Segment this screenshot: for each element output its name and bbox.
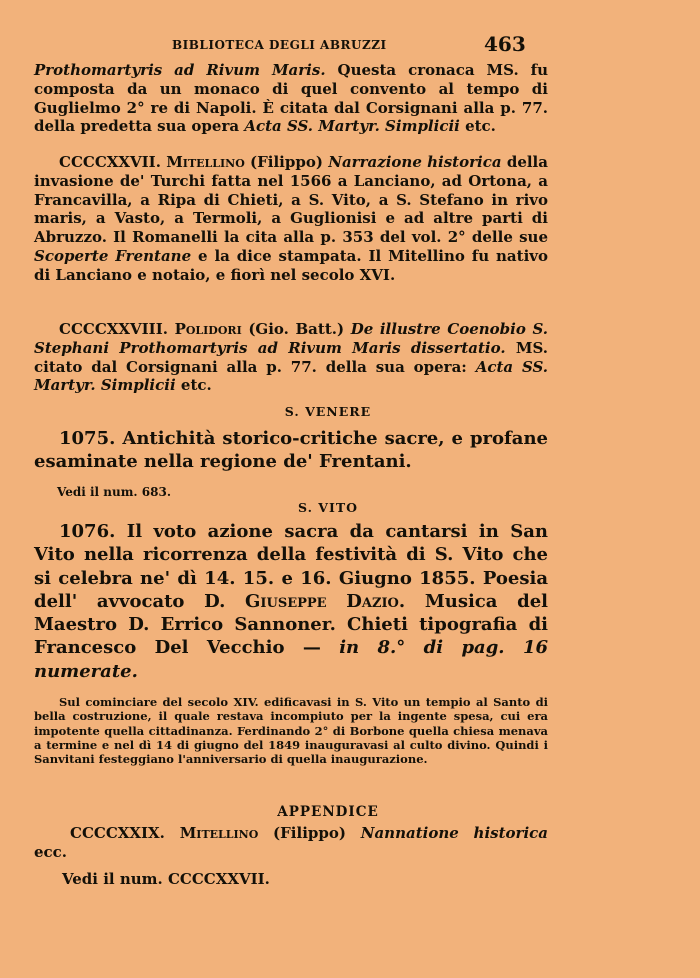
entry-number: 1076. xyxy=(59,521,116,542)
running-header xyxy=(0,32,700,58)
entry-title: Nannatione historica xyxy=(360,824,548,842)
entry-author: Polidori xyxy=(174,320,242,338)
entry-continuation-text: Questa cronaca MS. fu composta da un monaco di quel convento al tempo di Guglielmo 2° re di Napoli. È citata dal Corsignani alla p. 77. della predetta sua opera xyxy=(34,61,548,136)
entry-continuation-work: Acta SS. Martyr. Simplicii xyxy=(244,117,460,136)
cross-reference-appendix: Vedi il num. CCCCXXVII. xyxy=(62,870,270,888)
section-heading-venere: S. VENERE xyxy=(284,404,372,419)
footnote-vito: Sul cominciare del secolo XIV. edificavasi in S. Vito un tempio al Santo di bella costruzione, il quale restava incompiuto per la ingente spesa, cui era impotente quella cittadinanza. Ferdinando 2° di Borbone quella chiesa menava a termine e nel dì 14 di giugno del 1849 inauguravasi al culto divino. Quindi i Sanvitani festeggiano l'anniversario di quella inaugurazione. xyxy=(34,695,548,767)
entry-title: De illustre Coenobio S. Stephani Prothomartyris ad Rivum Maris dissertatio. xyxy=(34,320,548,357)
entry-text-end: e la dice stampata. Il Mitellino fu nativo di Lanciano e notaio, e fiorì nel secolo XVI. xyxy=(34,246,548,284)
entry-cccxxvii xyxy=(34,153,548,285)
entry-cited-work: Scoperte Frentane xyxy=(34,246,192,265)
entry-author: Mitellino xyxy=(166,153,245,171)
section-heading-vito: S. VITO xyxy=(297,500,359,515)
page-number: 463 xyxy=(484,32,526,56)
entry-continuation xyxy=(34,61,548,136)
entry-author-firstname: (Filippo) xyxy=(244,153,329,171)
entry-author: Mitellino xyxy=(179,824,259,842)
entry-1075 xyxy=(34,427,548,474)
entry-text: Antichità storico-critiche sacre, e profane esaminate nella regione de' Frentani. xyxy=(34,428,548,473)
entry-author: Giuseppe Dazio xyxy=(245,590,399,612)
entry-text-continued: . Musica del Maestro D. Errico Sannoner. Chieti tipografia di Francesco Del Vecchio — xyxy=(34,590,548,659)
entry-title: Narrazione historica xyxy=(328,153,502,171)
section-heading-appendix: APPENDICE xyxy=(277,804,379,820)
entry-format: in 8.° di pag. 16 numerate. xyxy=(34,637,548,682)
entry-text-end: etc. xyxy=(175,376,212,395)
entry-text: ecc. xyxy=(34,842,68,861)
entry-1076 xyxy=(34,520,548,683)
entry-continuation-title: Prothomartyris ad Rivum Maris. xyxy=(34,61,326,79)
entry-number: CCCCXXIX. xyxy=(70,824,165,842)
entry-text: MS. citato dal Corsignani alla p. 77. della sua opera: xyxy=(34,338,548,376)
entry-cccxxix xyxy=(34,824,548,862)
entry-cited-work: Acta SS. Martyr. Simplicii xyxy=(34,357,548,395)
entry-number: CCCCXXVIII. xyxy=(59,320,168,338)
entry-author-firstname: (Gio. Batt.) xyxy=(241,320,351,338)
entry-number: CCCCXXVII. xyxy=(59,153,161,171)
entry-text: della invasione de' Turchi fatta nel 1566 a Lanciano, ad Ortona, a Francavilla, a Ripa di Chieti, a S. Vito, a S. Stefano in rivo maris, a Vasto, a Termoli, a Guglionisi e ad altre parti di Abruzzo. Il Romanelli la cita alla p. 353 del vol. 2° delle sue xyxy=(34,153,548,247)
entry-number: 1075. xyxy=(59,428,116,449)
entry-author-firstname: (Filippo) xyxy=(258,824,361,842)
entry-cccxxviii xyxy=(34,320,548,395)
entry-continuation-end: etc. xyxy=(459,117,496,136)
cross-reference-venere: Vedi il num. 683. xyxy=(57,485,171,499)
entry-text: Il voto azione sacra da cantarsi in San Vito nella ricorrenza della festività di S. Vito che si celebra ne' dì 14. 15. e 16. Giugno 1855. Poesia dell' avvocato D. xyxy=(34,521,548,612)
running-title: BIBLIOTECA DEGLI ABRUZZI xyxy=(172,38,387,52)
